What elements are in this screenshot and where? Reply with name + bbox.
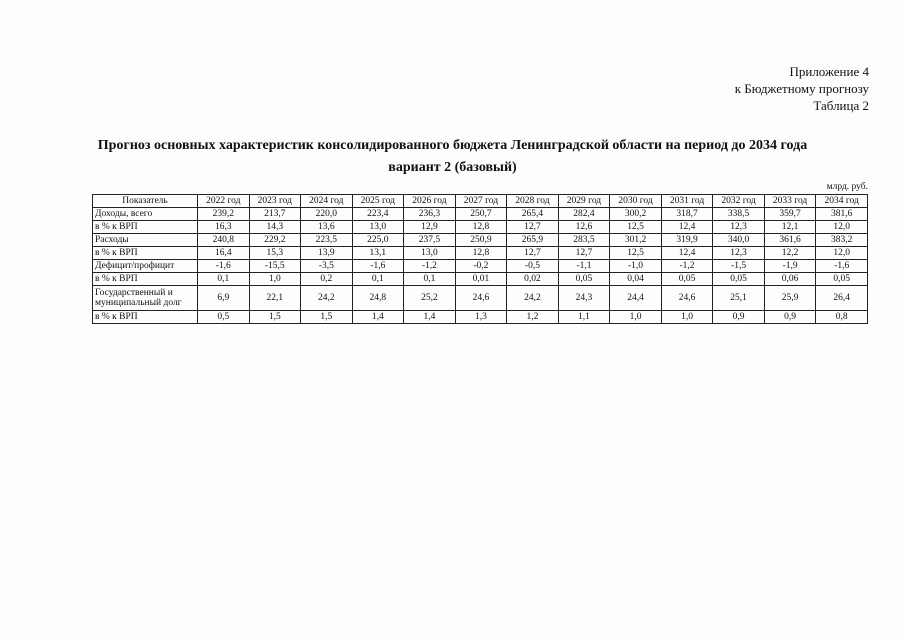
table-cell: 318,7 xyxy=(661,208,713,221)
table-cell: 24,8 xyxy=(352,286,404,311)
table-cell: 1,2 xyxy=(507,311,559,324)
table-cell: 16,3 xyxy=(198,221,250,234)
appendix-line-1: Приложение 4 xyxy=(789,64,869,79)
table-cell: 24,6 xyxy=(455,286,507,311)
appendix-line-2: к Бюджетному прогнозу xyxy=(734,81,869,96)
table-cell: 250,7 xyxy=(455,208,507,221)
table-cell: 12,6 xyxy=(558,221,610,234)
table-cell: 24,3 xyxy=(558,286,610,311)
title-line-1: Прогноз основных характеристик консолидированного бюджета Ленинградской области на период до 2034 года xyxy=(97,138,808,153)
table-cell: 0,8 xyxy=(816,311,868,324)
table-cell: 12,3 xyxy=(713,247,765,260)
table-cell: 13,9 xyxy=(301,247,353,260)
header-year: 2034 год xyxy=(816,195,868,208)
table-cell: -3,5 xyxy=(301,260,353,273)
table-cell: 1,0 xyxy=(249,273,301,286)
row-label: Расходы xyxy=(93,234,198,247)
table-cell: 0,05 xyxy=(661,273,713,286)
header-year: 2029 год xyxy=(558,195,610,208)
table-cell: -1,9 xyxy=(764,260,816,273)
header-year: 2031 год xyxy=(661,195,713,208)
table-cell: 0,04 xyxy=(610,273,662,286)
header-year: 2027 год xyxy=(455,195,507,208)
table-cell: 213,7 xyxy=(249,208,301,221)
table-cell: 250,9 xyxy=(455,234,507,247)
table-cell: 359,7 xyxy=(764,208,816,221)
table-cell: 13,6 xyxy=(301,221,353,234)
row-label: Государственный и муниципальный долг xyxy=(93,286,198,311)
table-cell: -1,6 xyxy=(816,260,868,273)
table-cell: -1,6 xyxy=(198,260,250,273)
table-cell: 1,4 xyxy=(404,311,456,324)
header-year: 2032 год xyxy=(713,195,765,208)
header-year: 2024 год xyxy=(301,195,353,208)
table-cell: 1,1 xyxy=(558,311,610,324)
header-year: 2023 год xyxy=(249,195,301,208)
row-label: в % к ВРП xyxy=(93,247,198,260)
table-cell: -1,2 xyxy=(404,260,456,273)
row-label: в % к ВРП xyxy=(93,273,198,286)
table-cell: 24,6 xyxy=(661,286,713,311)
table-row xyxy=(93,273,868,286)
table-row xyxy=(93,247,868,260)
table-cell: 229,2 xyxy=(249,234,301,247)
table-cell: 25,1 xyxy=(713,286,765,311)
table-cell: 265,4 xyxy=(507,208,559,221)
table-cell: 240,8 xyxy=(198,234,250,247)
table-cell: 0,05 xyxy=(558,273,610,286)
table-cell: 237,5 xyxy=(404,234,456,247)
table-row xyxy=(93,221,868,234)
table-cell: 1,5 xyxy=(301,311,353,324)
table-cell: 24,2 xyxy=(507,286,559,311)
table-cell: 12,8 xyxy=(455,221,507,234)
row-label: в % к ВРП xyxy=(93,311,198,324)
table-cell: 25,2 xyxy=(404,286,456,311)
table-cell: -0,2 xyxy=(455,260,507,273)
table-cell: 0,01 xyxy=(455,273,507,286)
appendix-header xyxy=(735,63,869,114)
table-cell: 12,3 xyxy=(713,221,765,234)
table-cell: 1,3 xyxy=(455,311,507,324)
table-cell: 283,5 xyxy=(558,234,610,247)
table-row xyxy=(93,208,868,221)
table-cell: 0,2 xyxy=(301,273,353,286)
table-cell: 13,0 xyxy=(404,247,456,260)
table-cell: 24,2 xyxy=(301,286,353,311)
table-cell: 381,6 xyxy=(816,208,868,221)
header-year: 2030 год xyxy=(610,195,662,208)
table-cell: 300,2 xyxy=(610,208,662,221)
table-cell: 12,8 xyxy=(455,247,507,260)
table-cell: 0,9 xyxy=(713,311,765,324)
table-cell: 340,0 xyxy=(713,234,765,247)
table-cell: 12,4 xyxy=(661,247,713,260)
table-cell: 0,02 xyxy=(507,273,559,286)
table-cell: 12,7 xyxy=(507,221,559,234)
table-cell: 0,9 xyxy=(764,311,816,324)
table-cell: 236,3 xyxy=(404,208,456,221)
table-row xyxy=(93,286,868,311)
table-cell: 0,05 xyxy=(713,273,765,286)
table-cell: 13,0 xyxy=(352,221,404,234)
table-cell: 1,4 xyxy=(352,311,404,324)
table-cell: 0,1 xyxy=(198,273,250,286)
table-cell: 0,1 xyxy=(404,273,456,286)
budget-forecast-table xyxy=(92,194,868,324)
header-year: 2028 год xyxy=(507,195,559,208)
table-row xyxy=(93,234,868,247)
table-cell: 1,0 xyxy=(610,311,662,324)
table-cell: 0,1 xyxy=(352,273,404,286)
table-cell: 12,9 xyxy=(404,221,456,234)
table-cell: -0,5 xyxy=(507,260,559,273)
table-cell: 1,0 xyxy=(661,311,713,324)
table-cell: 319,9 xyxy=(661,234,713,247)
units-label: млрд. руб. xyxy=(826,182,868,192)
table-cell: 12,1 xyxy=(764,221,816,234)
table-cell: 15,3 xyxy=(249,247,301,260)
table-cell: 282,4 xyxy=(558,208,610,221)
table-cell: 265,9 xyxy=(507,234,559,247)
table-cell: 223,5 xyxy=(301,234,353,247)
table-cell: -15,5 xyxy=(249,260,301,273)
table-cell: 220,0 xyxy=(301,208,353,221)
table-cell: 1,5 xyxy=(249,311,301,324)
table-cell: 22,1 xyxy=(249,286,301,311)
header-year: 2033 год xyxy=(764,195,816,208)
header-indicator: Показатель xyxy=(93,195,198,208)
table-cell: -1,2 xyxy=(661,260,713,273)
title-line-2: вариант 2 (базовый) xyxy=(388,160,517,175)
table-cell: 13,1 xyxy=(352,247,404,260)
table-cell: 383,2 xyxy=(816,234,868,247)
table-cell: 361,6 xyxy=(764,234,816,247)
document-title xyxy=(0,136,905,178)
table-cell: 12,0 xyxy=(816,247,868,260)
table-cell: 338,5 xyxy=(713,208,765,221)
table-cell: 12,7 xyxy=(507,247,559,260)
appendix-line-3: Таблица 2 xyxy=(813,98,869,113)
row-label: в % к ВРП xyxy=(93,221,198,234)
table-cell: -1,5 xyxy=(713,260,765,273)
table-cell: 6,9 xyxy=(198,286,250,311)
table-cell: -1,0 xyxy=(610,260,662,273)
table-cell: -1,6 xyxy=(352,260,404,273)
table-cell: 301,2 xyxy=(610,234,662,247)
table-cell: 12,7 xyxy=(558,247,610,260)
row-label: Дефицит/профицит xyxy=(93,260,198,273)
header-row xyxy=(93,195,868,208)
table-cell: 0,06 xyxy=(764,273,816,286)
table-cell: 223,4 xyxy=(352,208,404,221)
table-cell: -1,1 xyxy=(558,260,610,273)
table-header xyxy=(93,195,868,208)
table-cell: 12,0 xyxy=(816,221,868,234)
table-cell: 24,4 xyxy=(610,286,662,311)
table-cell: 26,4 xyxy=(816,286,868,311)
table-cell: 14,3 xyxy=(249,221,301,234)
header-year: 2025 год xyxy=(352,195,404,208)
table-cell: 12,4 xyxy=(661,221,713,234)
table-body xyxy=(93,208,868,324)
table-cell: 225,0 xyxy=(352,234,404,247)
table-row xyxy=(93,260,868,273)
table-cell: 12,2 xyxy=(764,247,816,260)
table-cell: 0,5 xyxy=(198,311,250,324)
table-cell: 239,2 xyxy=(198,208,250,221)
table-cell: 25,9 xyxy=(764,286,816,311)
header-year: 2022 год xyxy=(198,195,250,208)
table-row xyxy=(93,311,868,324)
table-cell: 16,4 xyxy=(198,247,250,260)
header-year: 2026 год xyxy=(404,195,456,208)
table-cell: 0,05 xyxy=(816,273,868,286)
table-cell: 12,5 xyxy=(610,221,662,234)
row-label: Доходы, всего xyxy=(93,208,198,221)
table-cell: 12,5 xyxy=(610,247,662,260)
